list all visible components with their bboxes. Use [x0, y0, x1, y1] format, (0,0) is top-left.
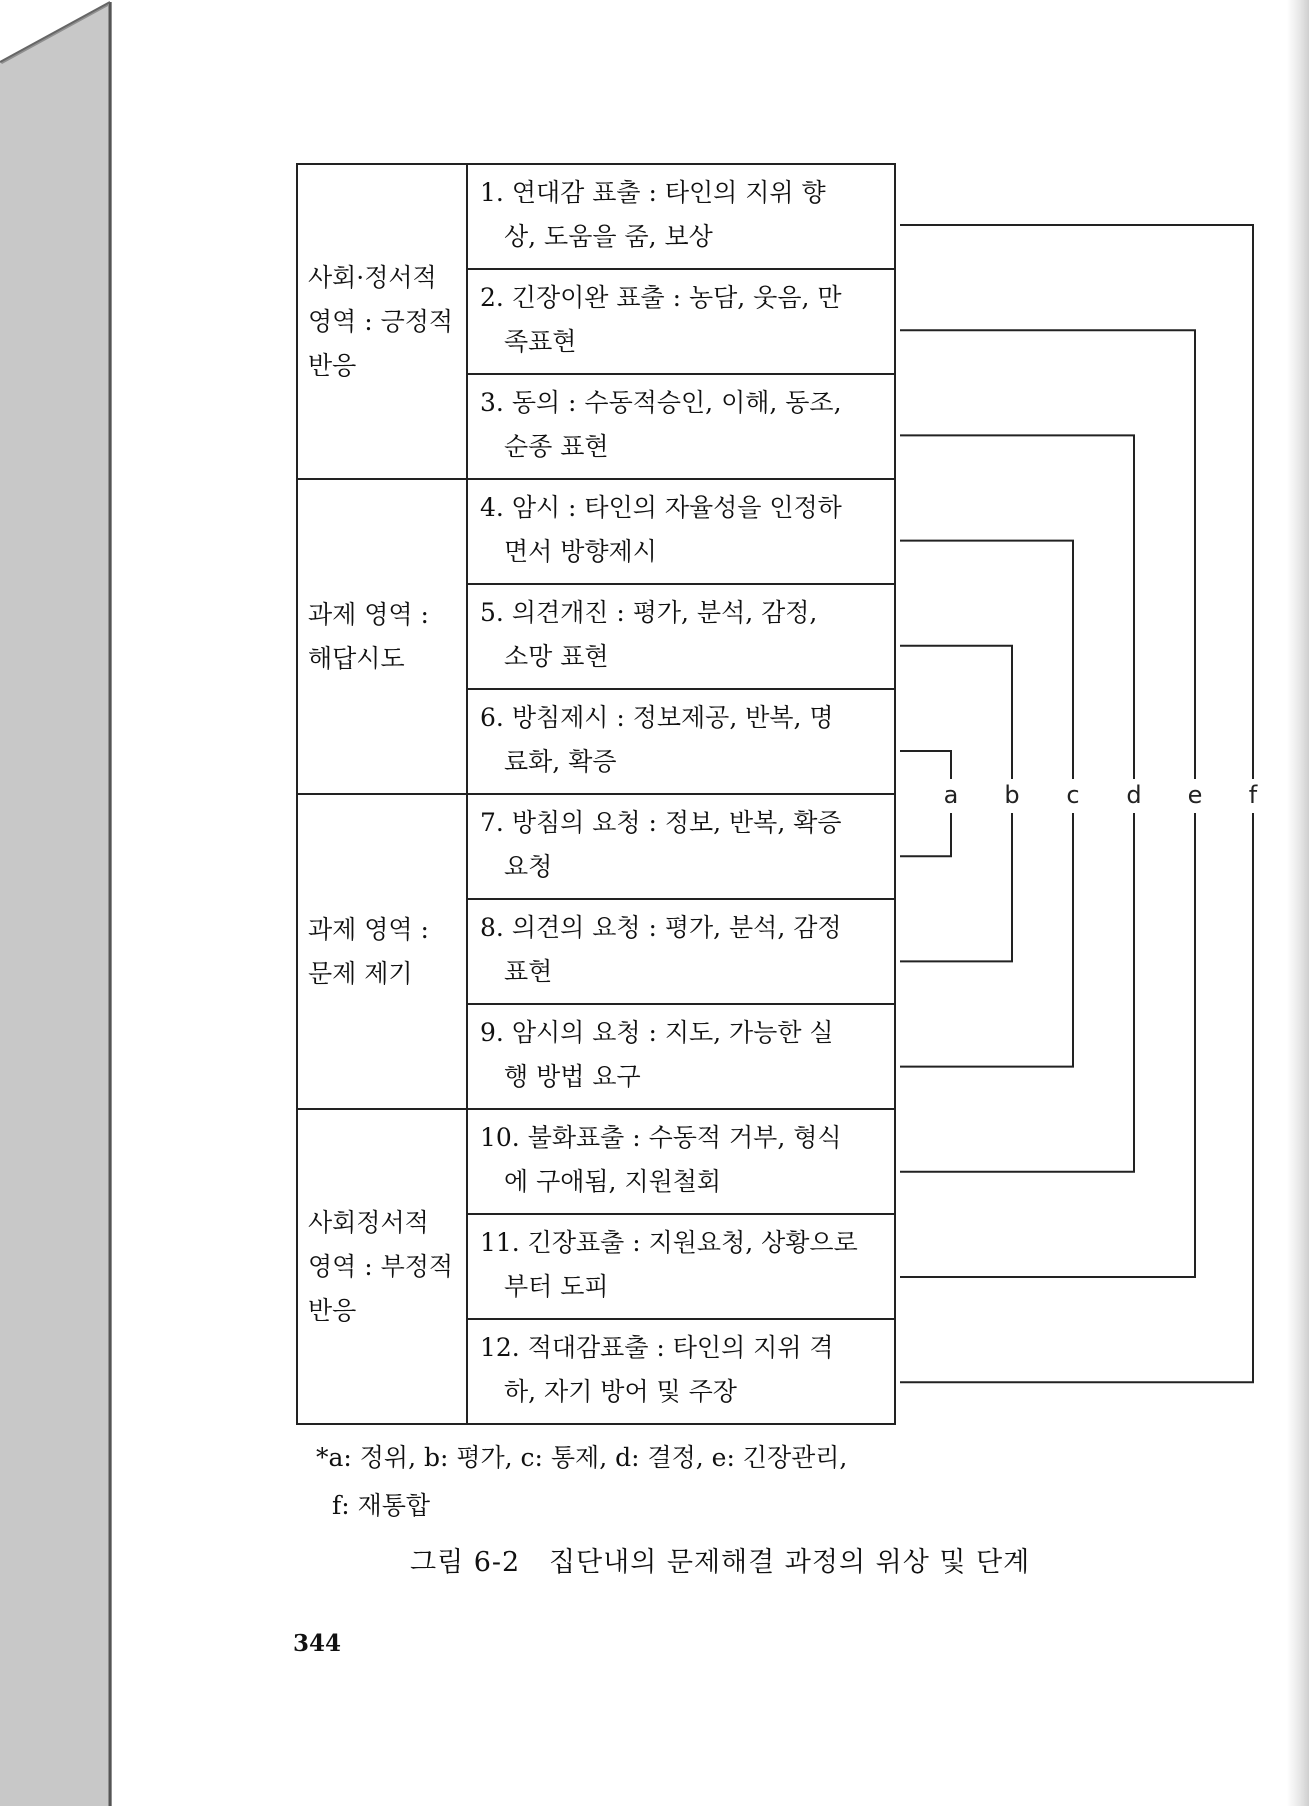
item-line: 암시의 요청 : 지도, 가능한 실	[511, 1018, 834, 1047]
item-number: 6.	[480, 703, 504, 732]
domain-label-line: 영역 : 부정적	[308, 1251, 454, 1281]
item-line: 표현	[504, 957, 553, 986]
item-line: 요청	[504, 852, 553, 881]
bracket-label: c	[1066, 781, 1080, 809]
bracket-label: f	[1248, 781, 1258, 809]
domain-label-line: 사회·정서적	[308, 262, 437, 292]
item-line: 료화, 확증	[504, 747, 617, 776]
item-line: 소망 표현	[504, 642, 609, 671]
figure-caption: 그림 6-2 집단내의 문제해결 과정의 위상 및 단계	[410, 1547, 1031, 1578]
item-number: 7.	[480, 808, 504, 837]
item-line: 방침의 요청 : 정보, 반복, 확증	[511, 808, 842, 837]
item-line: 족표현	[504, 327, 577, 356]
item-number: 11.	[480, 1228, 520, 1257]
item-line: 불화표출 : 수동적 거부, 형식	[527, 1123, 842, 1152]
bracket-c	[900, 541, 1073, 1067]
domain-label-line: 사회정서적	[308, 1207, 429, 1237]
bracket-label: a	[943, 781, 959, 809]
domain-label-line: 반응	[308, 1295, 357, 1325]
item-line: 동의 : 수동적승인, 이해, 동조,	[511, 388, 842, 417]
item-line: 적대감표출 : 타인의 지위 격	[527, 1333, 834, 1362]
domain-label-line: 문제 제기	[308, 958, 413, 988]
item-line: 순종 표현	[504, 432, 609, 461]
item-line: 암시 : 타인의 자율성을 인정하	[511, 493, 842, 522]
item-line: 의견의 요청 : 평가, 분석, 감정	[511, 913, 842, 942]
bracket-label: d	[1126, 781, 1142, 809]
item-line: 면서 방향제시	[504, 537, 657, 566]
domain-label-line: 영역 : 긍정적	[308, 306, 454, 336]
footnote-line: *a: 정위, b: 평가, c: 통제, d: 결정, e: 긴장관리,	[316, 1443, 848, 1472]
item-line: 행 방법 요구	[504, 1062, 641, 1091]
item-line: 하, 자기 방어 및 주장	[504, 1377, 737, 1406]
item-number: 9.	[480, 1018, 504, 1047]
page-number: 344	[293, 1630, 342, 1657]
item-line: 의견개진 : 평가, 분석, 감정,	[511, 598, 818, 627]
item-number: 5.	[480, 598, 504, 627]
item-line: 상, 도움을 줌, 보상	[504, 222, 713, 251]
domain-label-line: 반응	[308, 350, 357, 380]
bracket-label: b	[1004, 781, 1020, 809]
item-number: 8.	[480, 913, 504, 942]
footnote	[316, 1434, 936, 1530]
item-number: 3.	[480, 388, 504, 417]
item-number: 1.	[480, 178, 504, 207]
domain-label-line: 과제 영역 :	[308, 599, 429, 629]
item-number: 4.	[480, 493, 504, 522]
domain-label-line: 과제 영역 :	[308, 914, 429, 944]
item-line: 에 구애됨, 지원철회	[504, 1167, 722, 1196]
item-line: 방침제시 : 정보제공, 반복, 명	[511, 703, 834, 732]
item-number: 10.	[480, 1123, 520, 1152]
item-line: 연대감 표출 : 타인의 지위 향	[511, 178, 826, 207]
item-line: 긴장이완 표출 : 농담, 웃음, 만	[511, 283, 842, 312]
footnote-line: f: 재통합	[332, 1491, 431, 1520]
domain-label-line: 해답시도	[308, 643, 405, 673]
item-line: 부터 도피	[504, 1272, 609, 1301]
bracket-label: e	[1187, 781, 1203, 809]
item-number: 12.	[480, 1333, 520, 1362]
item-number: 2.	[480, 283, 504, 312]
item-line: 긴장표출 : 지원요청, 상황으로	[527, 1228, 858, 1257]
